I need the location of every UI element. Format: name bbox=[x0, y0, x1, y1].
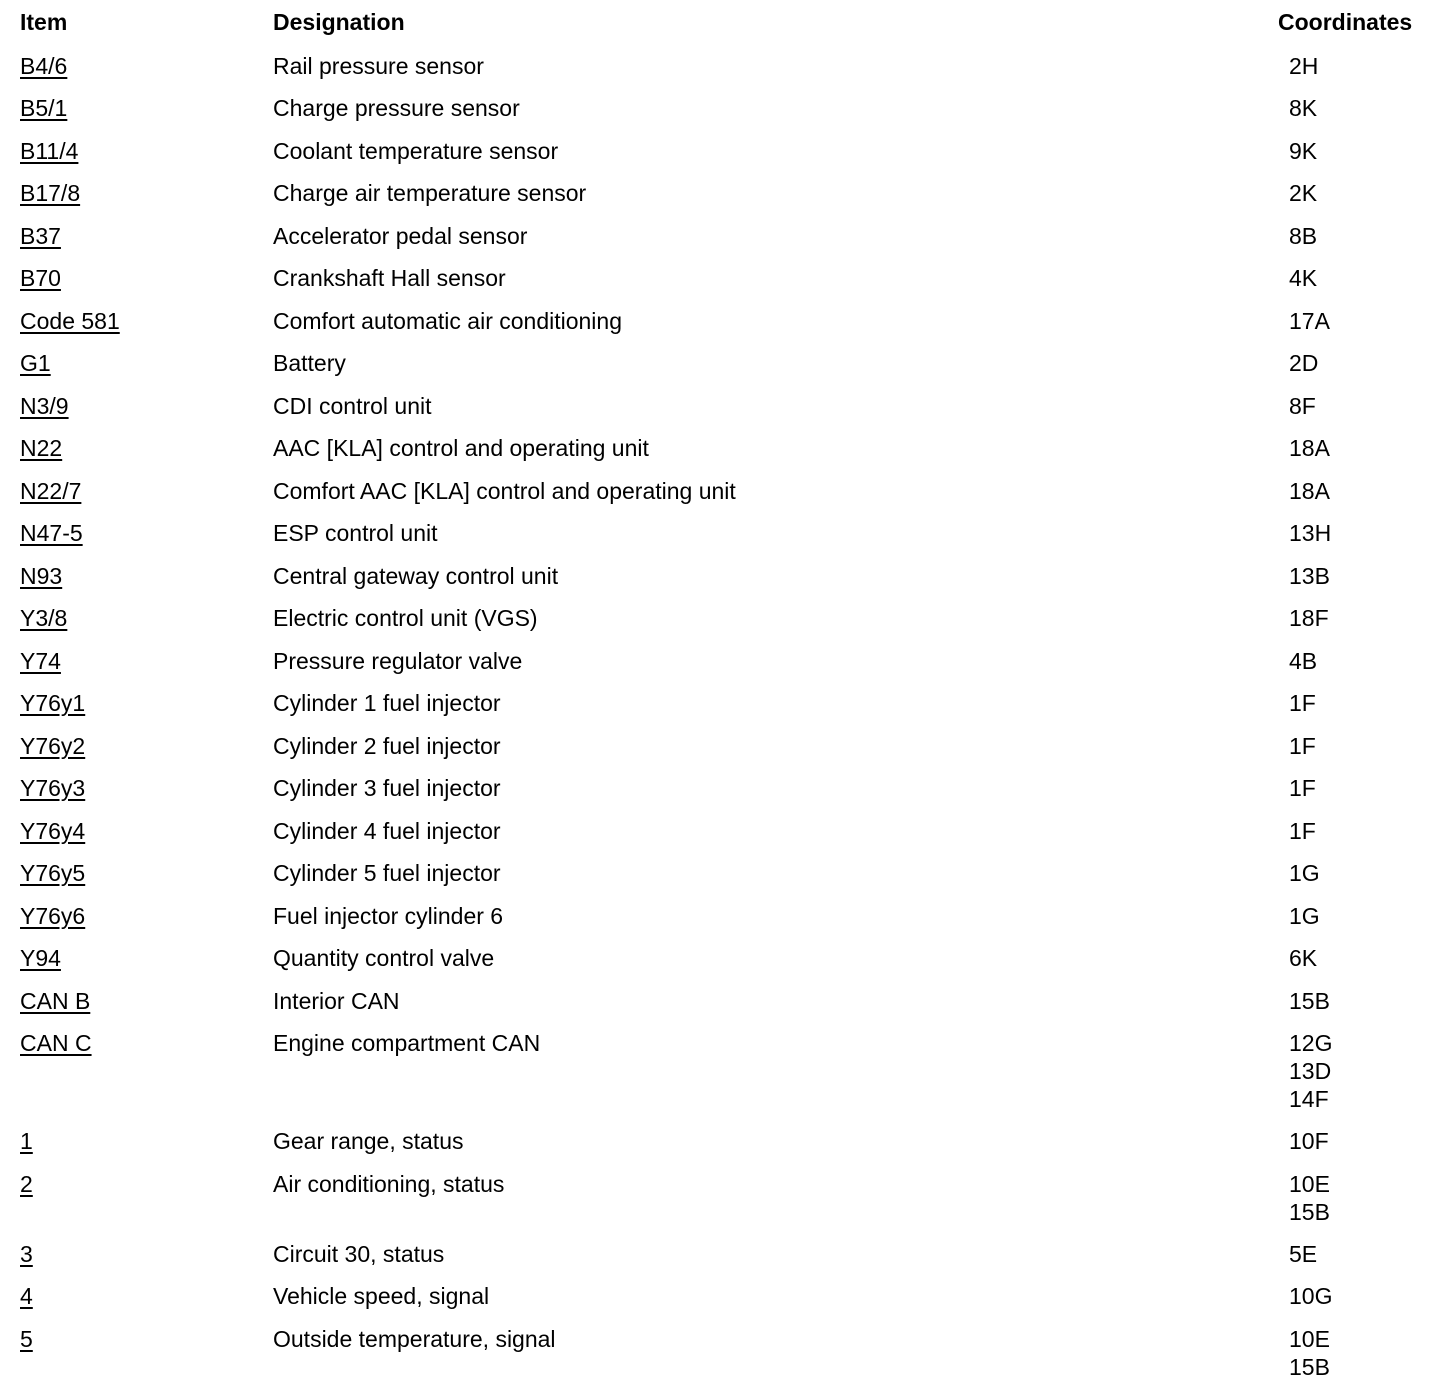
item-link[interactable]: B11/4 bbox=[20, 137, 79, 164]
coordinate-value: 13H bbox=[1289, 520, 1332, 546]
designation-text: Quantity control valve bbox=[273, 945, 495, 971]
item-link[interactable]: N47-5 bbox=[20, 520, 83, 546]
designation-text: Battery bbox=[273, 350, 346, 376]
coordinates-cell bbox=[1289, 392, 1316, 420]
designation-text: Electric control unit (VGS) bbox=[273, 605, 538, 631]
coordinate-value: 18A bbox=[1289, 477, 1330, 504]
item-link[interactable]: Y76y3 bbox=[20, 775, 86, 801]
table-row bbox=[0, 85, 1440, 128]
coordinates-cell bbox=[1289, 477, 1330, 505]
table-row bbox=[0, 1161, 1440, 1231]
designation-text: Cylinder 3 fuel injector bbox=[273, 775, 501, 801]
item-link[interactable]: CAN C bbox=[20, 1030, 92, 1056]
item-link[interactable]: B5/1 bbox=[20, 95, 68, 121]
coordinate-value: 14F bbox=[1289, 1086, 1329, 1112]
coordinates-cell bbox=[1289, 52, 1318, 80]
coordinates-cell bbox=[1289, 732, 1316, 760]
item-link[interactable]: Y76y5 bbox=[20, 860, 86, 886]
coordinates-cell bbox=[1289, 1127, 1329, 1155]
coordinates-cell bbox=[1289, 137, 1317, 165]
item-link[interactable]: B70 bbox=[20, 265, 61, 291]
coordinate-value: 1F bbox=[1289, 690, 1316, 716]
table-row bbox=[0, 1231, 1440, 1274]
table-row bbox=[0, 170, 1440, 213]
designation-text: Fuel injector cylinder 6 bbox=[273, 902, 504, 929]
item-link[interactable]: Code 581 bbox=[20, 307, 120, 334]
item-link[interactable]: Y3/8 bbox=[20, 605, 68, 631]
designation-text: Air conditioning, status bbox=[273, 1170, 505, 1197]
item-link[interactable]: B37 bbox=[20, 222, 61, 249]
designation-text: Outside temperature, signal bbox=[273, 1325, 556, 1352]
coordinates-cell bbox=[1289, 902, 1320, 930]
item-link[interactable]: Y76y1 bbox=[20, 690, 86, 716]
item-link[interactable]: N22 bbox=[20, 435, 63, 461]
coordinate-value: 1F bbox=[1289, 775, 1316, 801]
item-link[interactable]: N22/7 bbox=[20, 477, 82, 504]
coordinate-value: 13B bbox=[1289, 562, 1330, 589]
item-link[interactable]: B4/6 bbox=[20, 52, 68, 79]
coordinates-cell bbox=[1289, 1240, 1317, 1268]
coordinate-value: 10F bbox=[1289, 1128, 1329, 1154]
coordinates-cell bbox=[1289, 264, 1317, 292]
table-row bbox=[0, 510, 1440, 553]
coordinates-cell bbox=[1289, 562, 1330, 590]
designation-text: ESP control unit bbox=[273, 520, 438, 546]
coordinates-cell bbox=[1289, 1029, 1332, 1113]
coordinate-value: 8K bbox=[1289, 95, 1318, 121]
table-row bbox=[0, 468, 1440, 511]
coordinate-value: 18F bbox=[1289, 605, 1329, 631]
coordinates-cell bbox=[1289, 434, 1330, 462]
item-link[interactable]: Y76y2 bbox=[20, 732, 86, 759]
coordinate-value: 2H bbox=[1289, 52, 1319, 79]
table-row bbox=[0, 425, 1440, 468]
coordinate-value: 15B bbox=[1289, 1353, 1330, 1380]
coordinates-cell bbox=[1289, 307, 1330, 335]
table-row bbox=[0, 808, 1440, 851]
coordinate-value: 17A bbox=[1289, 307, 1330, 334]
item-link[interactable]: Y94 bbox=[20, 945, 61, 971]
designation-text: Crankshaft Hall sensor bbox=[273, 265, 506, 291]
table-row bbox=[0, 1273, 1440, 1316]
designation-text: Accelerator pedal sensor bbox=[273, 222, 528, 249]
coordinates-cell bbox=[1289, 604, 1329, 632]
coordinates-cell bbox=[1289, 1325, 1330, 1381]
table-body bbox=[0, 43, 1440, 1386]
coordinate-value: 4K bbox=[1289, 265, 1318, 291]
item-link[interactable]: 1 bbox=[20, 1128, 33, 1154]
item-link[interactable]: CAN B bbox=[20, 987, 91, 1014]
coordinate-value: 8F bbox=[1289, 392, 1316, 419]
table-row bbox=[0, 340, 1440, 383]
table-row bbox=[0, 383, 1440, 426]
item-link[interactable]: Y74 bbox=[20, 647, 61, 674]
header-coordinates: Coordinates bbox=[1278, 9, 1413, 35]
table-header bbox=[0, 0, 1440, 43]
coordinates-cell bbox=[1289, 222, 1317, 250]
coordinate-value: 18A bbox=[1289, 435, 1330, 461]
coordinate-value: 12G bbox=[1289, 1030, 1333, 1056]
coordinate-value: 1F bbox=[1289, 732, 1316, 759]
coordinates-cell bbox=[1289, 647, 1317, 675]
table-row bbox=[0, 935, 1440, 978]
designation-text: Coolant temperature sensor bbox=[273, 137, 559, 164]
coordinate-value: 8B bbox=[1289, 222, 1318, 249]
table-row bbox=[0, 765, 1440, 808]
table-row bbox=[0, 893, 1440, 936]
table-row bbox=[0, 595, 1440, 638]
designation-text: Central gateway control unit bbox=[273, 562, 559, 589]
designation-text: Cylinder 2 fuel injector bbox=[273, 732, 501, 759]
item-link[interactable]: 2 bbox=[20, 1170, 33, 1197]
coordinates-cell bbox=[1289, 1170, 1330, 1226]
item-link[interactable]: Y76y4 bbox=[20, 817, 86, 844]
table-row bbox=[0, 1020, 1440, 1118]
coordinates-cell bbox=[1289, 987, 1330, 1015]
table-row bbox=[0, 680, 1440, 723]
coordinate-value: 5E bbox=[1289, 1240, 1318, 1267]
designation-text: Charge air temperature sensor bbox=[273, 180, 587, 206]
coordinate-value: 10E bbox=[1289, 1170, 1330, 1197]
item-link[interactable]: 5 bbox=[20, 1325, 33, 1352]
designation-text: Comfort AAC [KLA] control and operating unit bbox=[273, 477, 736, 504]
table-row bbox=[0, 978, 1440, 1021]
designation-text: Vehicle speed, signal bbox=[273, 1283, 490, 1309]
item-link[interactable]: G1 bbox=[20, 350, 51, 376]
table-row bbox=[0, 213, 1440, 256]
coordinates-cell bbox=[1289, 349, 1318, 377]
table-row bbox=[0, 1316, 1440, 1386]
designation-text: Circuit 30, status bbox=[273, 1240, 445, 1267]
item-link[interactable]: N3/9 bbox=[20, 392, 69, 419]
coordinate-value: 4B bbox=[1289, 647, 1318, 674]
header-designation: Designation bbox=[273, 9, 405, 35]
designation-text: Rail pressure sensor bbox=[273, 52, 484, 79]
coordinate-value: 13D bbox=[1289, 1058, 1332, 1084]
coordinate-value: 10E bbox=[1289, 1325, 1330, 1352]
table-row bbox=[0, 128, 1440, 171]
table-row bbox=[0, 638, 1440, 681]
designation-text: CDI control unit bbox=[273, 392, 432, 419]
coordinate-value: 1G bbox=[1289, 902, 1320, 929]
item-link[interactable]: B17/8 bbox=[20, 180, 81, 206]
designation-text: Gear range, status bbox=[273, 1128, 464, 1154]
designation-text: Cylinder 1 fuel injector bbox=[273, 690, 501, 716]
coordinates-cell bbox=[1289, 817, 1316, 845]
table-row bbox=[0, 850, 1440, 893]
designation-text: AAC [KLA] control and operating unit bbox=[273, 435, 649, 461]
coordinates-cell bbox=[1289, 94, 1317, 122]
item-link[interactable]: N93 bbox=[20, 562, 63, 589]
item-link[interactable]: Y76y6 bbox=[20, 902, 86, 929]
coordinates-cell bbox=[1289, 689, 1316, 717]
designation-text: Cylinder 4 fuel injector bbox=[273, 817, 501, 844]
coordinates-cell bbox=[1289, 859, 1320, 887]
coordinate-value: 2D bbox=[1289, 350, 1319, 376]
header-item: Item bbox=[20, 9, 68, 35]
coordinate-value: 10G bbox=[1289, 1283, 1333, 1309]
designation-text: Engine compartment CAN bbox=[273, 1030, 541, 1056]
designation-text: Cylinder 5 fuel injector bbox=[273, 860, 501, 886]
item-link[interactable]: 4 bbox=[20, 1283, 33, 1309]
item-link[interactable]: 3 bbox=[20, 1240, 33, 1267]
designation-text: Pressure regulator valve bbox=[273, 647, 523, 674]
coordinate-value: 15B bbox=[1289, 1198, 1330, 1225]
table-row bbox=[0, 43, 1440, 86]
coordinate-value: 15B bbox=[1289, 987, 1330, 1014]
table-row bbox=[0, 553, 1440, 596]
coordinate-value: 6K bbox=[1289, 945, 1318, 971]
coordinates-cell bbox=[1289, 519, 1331, 547]
coordinate-value: 1G bbox=[1289, 860, 1320, 886]
coordinates-cell bbox=[1289, 179, 1317, 207]
coordinate-value: 9K bbox=[1289, 137, 1318, 164]
table-row bbox=[0, 723, 1440, 766]
designation-text: Charge pressure sensor bbox=[273, 95, 520, 121]
coordinate-value: 1F bbox=[1289, 817, 1316, 844]
coordinates-cell bbox=[1289, 944, 1317, 972]
designation-text: Interior CAN bbox=[273, 987, 400, 1014]
coordinates-cell bbox=[1289, 774, 1316, 802]
table-row bbox=[0, 298, 1440, 341]
coordinate-value: 2K bbox=[1289, 180, 1318, 206]
coordinates-cell bbox=[1289, 1282, 1332, 1310]
table-row bbox=[0, 1118, 1440, 1161]
table-row bbox=[0, 255, 1440, 298]
designation-text: Comfort automatic air conditioning bbox=[273, 307, 622, 334]
